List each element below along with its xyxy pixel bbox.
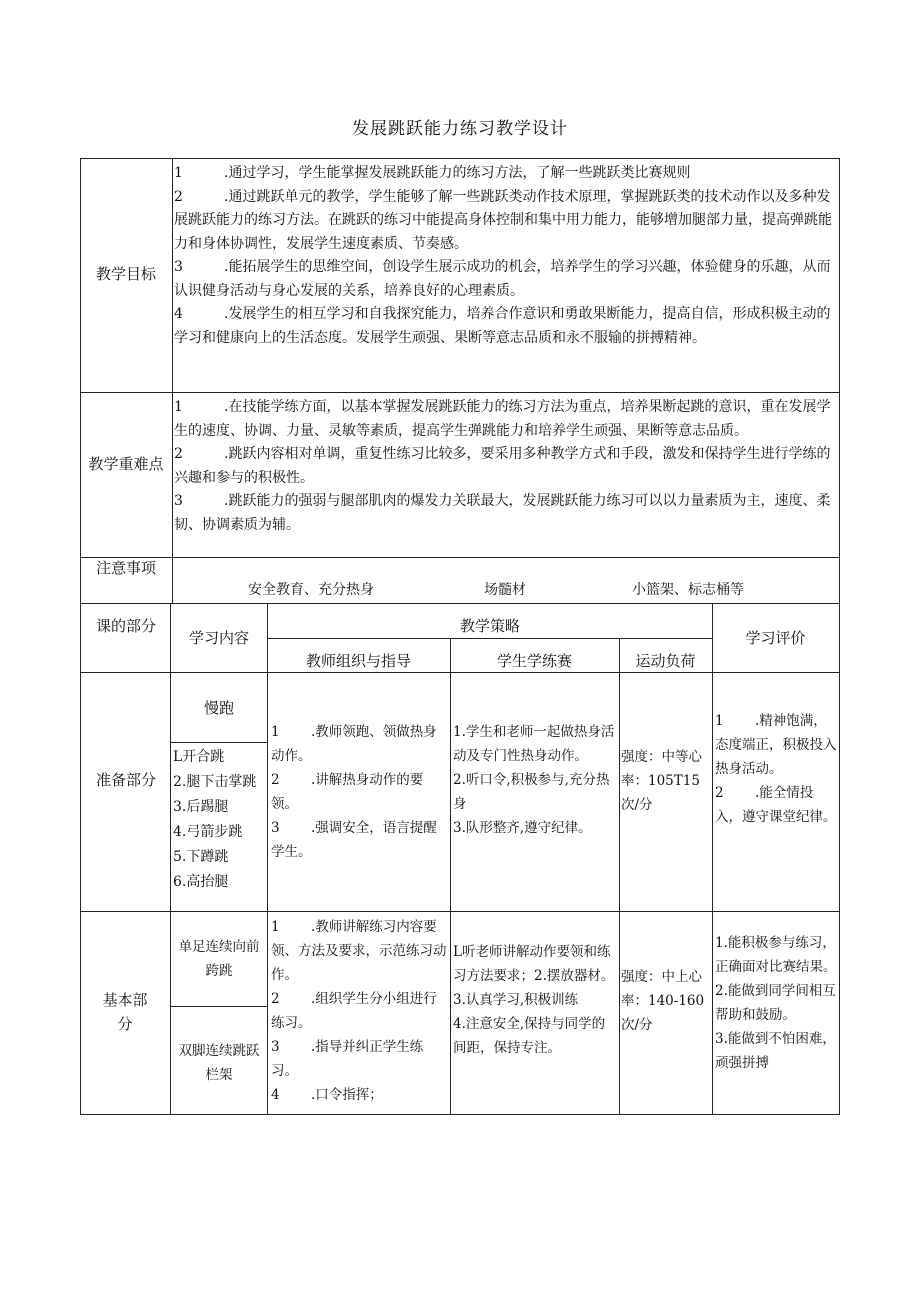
row-divider [80, 557, 840, 558]
header-content: 学习内容 [188, 629, 249, 647]
header-strategy: 教学策略 [459, 617, 520, 635]
teacher-step: 1 .教师讲解练习内容要领、方法及要求，示范练习动作。 [271, 919, 447, 983]
table-border-bottom [80, 1114, 840, 1115]
list-item: 6.高抬腿 [173, 874, 229, 890]
student-step: 1.学生和老师一起做热身活动及专门性热身动作。 [453, 724, 615, 764]
eval-item: 2.能做到同学间相互帮助和鼓励。 [715, 983, 836, 1023]
list-item: 5.下蹲跳 [173, 849, 229, 865]
row-divider [80, 911, 840, 912]
col-divider [450, 638, 451, 1115]
row-divider [80, 603, 840, 604]
student-step: 4.注意安全,保持与同学的间距，保持专注。 [453, 1016, 606, 1056]
key-points-content [174, 396, 838, 537]
notes-label: 注意事项 [96, 559, 157, 577]
teacher-step: 3 .指导并纠正学生练习。 [271, 1039, 424, 1079]
table-border-right [839, 158, 840, 1115]
table-border-left [80, 158, 81, 1115]
objectives-label: 教学目标 [95, 265, 156, 283]
col-divider [267, 603, 268, 1115]
basic-teacher [271, 915, 447, 1107]
content-divider [170, 1006, 268, 1007]
student-step: 3.队形整齐,遵守纪律。 [453, 820, 592, 836]
objective-item: 4 .发展学生的相互学习和自我探究能力，培养合作意识和勇敢果断能力，提高自信，形成积极主动的学习和健康向上的生活态度。发展学生顽强、果断等意志品质和永不服输的拼搏精神。 [174, 306, 831, 346]
key-point-item: 3 .跳跃能力的强弱与腿部肌肉的爆发力关联最大，发展跳跃能力练习可以以力量素质为主，速度、柔韧、协调素质为辅。 [174, 493, 831, 533]
key-points-label: 教学重难点 [88, 455, 164, 473]
strategy-header-divider [267, 638, 713, 639]
note-item: 场髓材 [484, 582, 526, 598]
prep-eval [715, 709, 837, 829]
prep-student [453, 720, 618, 840]
objective-item: 1 .通过学习，学生能掌握发展跳跃能力的练习方法，了解一些跳跃类比赛规则 [174, 165, 691, 181]
key-point-item: 1 .在技能学练方面，以基本掌握发展跳跃能力的练习方法为重点，培养果断起跳的意识，重在发展学生的速度、协调、力量、灵敏等素质，提高学生弹跳能力和培养学生顽强、果断等意志品质。 [174, 399, 831, 439]
student-step: 2.听口令,积极参与,充分热身 [453, 772, 610, 812]
content-divider [170, 742, 268, 743]
col-divider [712, 603, 713, 1115]
header-load: 运动负荷 [635, 652, 696, 670]
prep-load: 强度：中等心率：105T15次/分 [621, 749, 702, 813]
list-item: 3.后踢腿 [173, 799, 229, 815]
teacher-step: 2 .讲解热身动作的要领。 [271, 772, 424, 812]
eval-item: 1 .精神饱满，态度端正，积极投入热身活动。 [715, 713, 837, 777]
prep-teacher [271, 720, 447, 864]
teacher-step: 4 .口令指挥； [271, 1087, 383, 1103]
col-divider [619, 638, 620, 1115]
teacher-step: 1 .教师领跑、领做热身动作。 [271, 724, 437, 764]
note-item: 安全教育、充分热身 [248, 582, 374, 598]
objective-item: 2 .通过跳跃单元的教学，学生能够了解一些跳跃类动作技术原理，掌握跳跃类的技术动作以及多种发展跳跃能力的练习方法。在跳跃的练习中能提高身体控制和集中用力能力，能够增加腿部力量，提高弹跳能力和身体协调性，发展学生速度素质、节奏感。 [174, 188, 832, 252]
teacher-step: 2 .组织学生分小组进行练习。 [271, 991, 437, 1031]
row-divider [80, 392, 840, 393]
basic-content-a: 单足连续向前跨跳 [178, 939, 260, 979]
eval-item: 3.能做到不怕困难，顽强拼搏 [715, 1031, 836, 1071]
table-border-top [80, 158, 840, 159]
list-item: 2.腿下击掌跳 [173, 774, 257, 790]
student-step: L听老师讲解动作要领和练习方法要求；2.摆放器材。 [453, 944, 615, 984]
objectives-content [174, 162, 838, 350]
objective-item: 3 .能拓展学生的思维空间，创设学生展示成功的机会，培养学生的学习兴趣，体验健身的乐趣，从而认识健身活动与身心发展的关系，培养良好的心理素质。 [174, 259, 831, 299]
teacher-step: 3 .强调安全，语言提醒学生。 [271, 820, 437, 860]
header-student: 学生学练赛 [496, 652, 572, 670]
prep-content-list [173, 745, 265, 911]
eval-item: 2 .能全情投入，遵守课堂纪律。 [715, 785, 837, 825]
basic-content-b: 双脚连续跳跃栏架 [178, 1043, 260, 1083]
basic-student [453, 940, 618, 1060]
header-part: 课的部分 [96, 617, 157, 635]
eval-item: 1.能积极参与练习，正确面对比赛结果。 [715, 935, 837, 975]
basic-part-label: 基本部分 [102, 991, 148, 1033]
list-item: L开合跳 [173, 749, 225, 765]
basic-load: 强度：中上心率：140-160次/分 [621, 969, 705, 1033]
col-divider [172, 158, 173, 604]
key-point-item: 2 .跳跃内容相对单调，重复性练习比较多，要采用多种教学方式和手段，激发和保持学生进行学练的兴趣和参与的积极性。 [174, 446, 831, 486]
prep-content-top: 慢跑 [203, 699, 234, 717]
list-item: 4.弓箭步跳 [173, 824, 243, 840]
header-eval: 学习评价 [745, 629, 806, 647]
prep-part-label: 准备部分 [96, 771, 157, 789]
header-teacher: 教师组织与指导 [305, 652, 411, 670]
col-divider [170, 603, 171, 1115]
page-title: 发展跳跃能力练习教学设计 [352, 119, 568, 139]
student-step: 3.认真学习,积极训练 [453, 992, 579, 1008]
basic-eval [715, 931, 837, 1075]
note-item: 小篮架、标志桶等 [632, 582, 744, 598]
